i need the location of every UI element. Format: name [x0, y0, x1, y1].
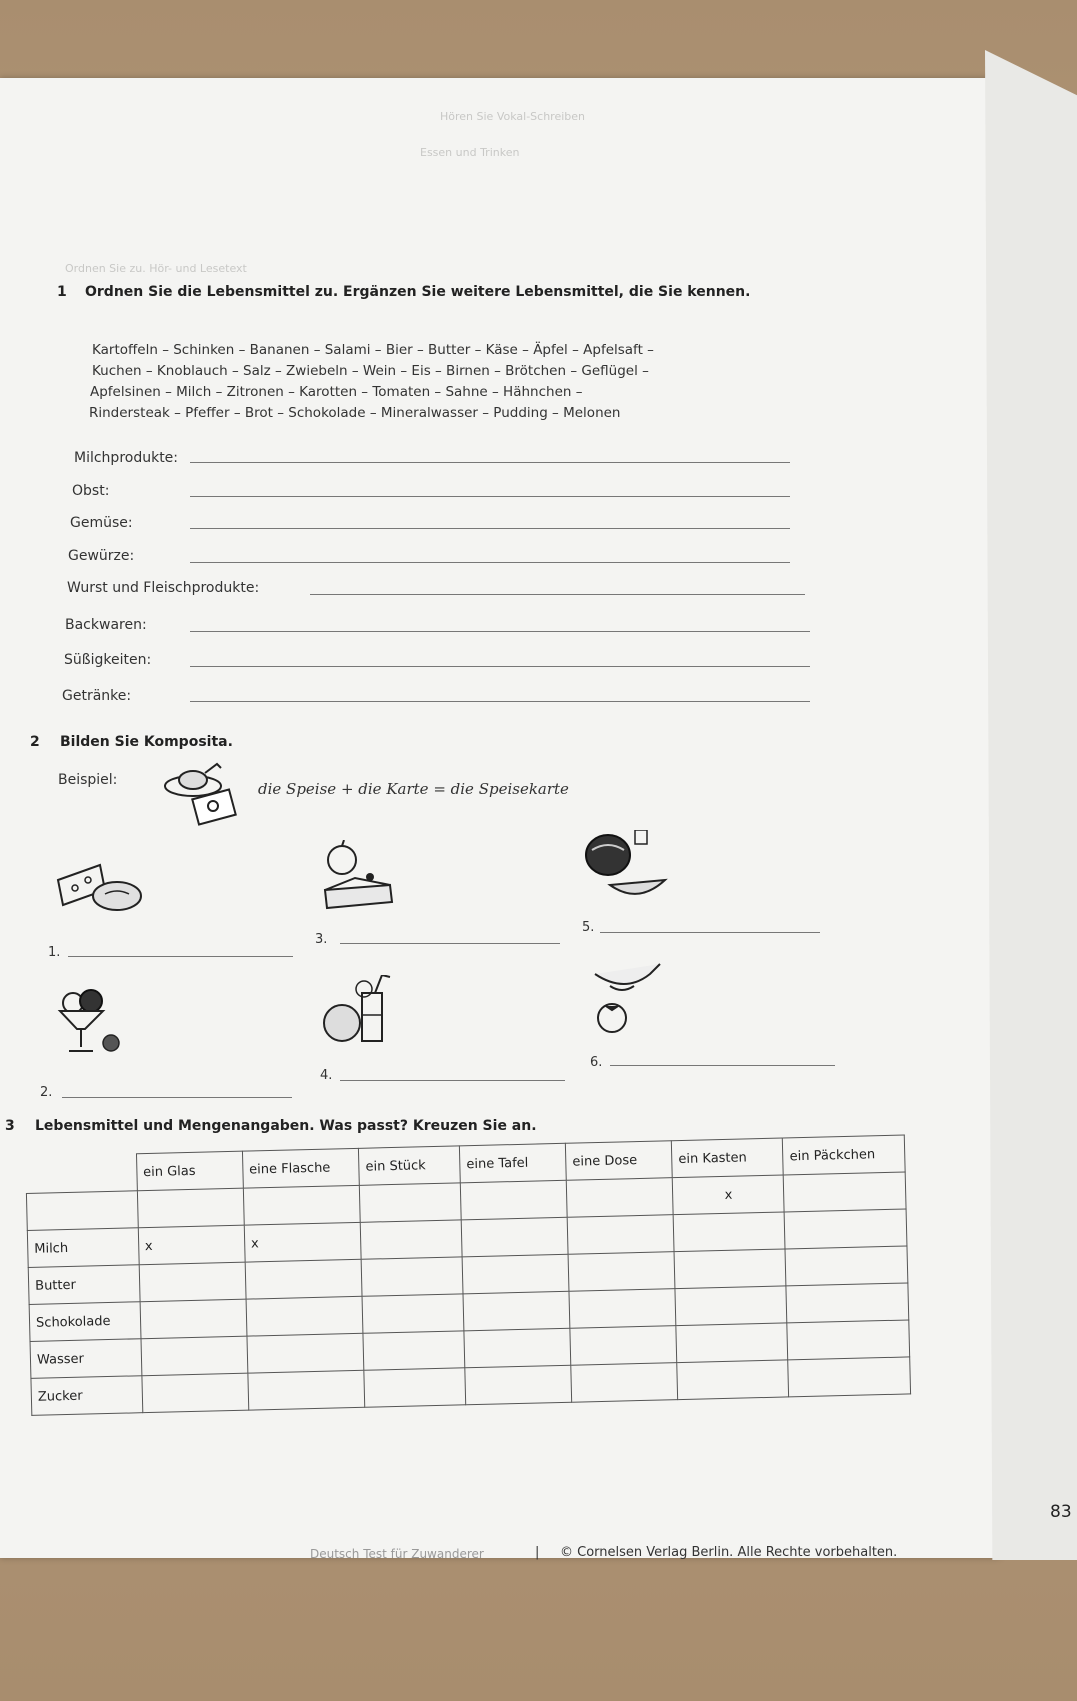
table-cell[interactable] — [245, 1259, 362, 1299]
apple-cake-icon — [320, 840, 400, 920]
example-compound: die Speise + die Karte = die Speisekarte — [258, 780, 569, 798]
row-label: Schokolade — [29, 1302, 141, 1342]
col-header-flasche: eine Flasche — [242, 1148, 359, 1188]
table-cell[interactable] — [246, 1296, 363, 1336]
table-cell[interactable] — [140, 1299, 247, 1339]
table-cell[interactable]: x — [244, 1222, 361, 1262]
table-cell[interactable] — [462, 1254, 569, 1294]
category-wurst: Wurst und Fleischprodukte: — [67, 580, 260, 596]
table-cell[interactable] — [247, 1333, 364, 1373]
table-cell[interactable] — [673, 1212, 785, 1252]
tomato-sauce-icon — [590, 960, 670, 1040]
orange-juice-icon — [320, 975, 400, 1050]
table-cell[interactable] — [569, 1289, 676, 1329]
footer-faded-title: Deutsch Test für Zuwanderer — [310, 1547, 484, 1561]
answer-line-getraenke[interactable] — [190, 701, 810, 702]
table-cell[interactable] — [243, 1185, 360, 1225]
footer-separator: | — [535, 1545, 540, 1560]
compound-6-answer[interactable] — [610, 1065, 835, 1066]
table-cell[interactable] — [463, 1291, 570, 1331]
col-header-kasten: ein Kasten — [672, 1138, 784, 1178]
word-line-4: Rindersteak – Pfeffer – Brot – Schokolade – Mineralwasser – Pudding – Melonen — [89, 405, 621, 421]
category-obst: Obst: — [72, 483, 110, 499]
category-gewuerze: Gewürze: — [68, 548, 135, 564]
table-cell[interactable] — [137, 1188, 244, 1228]
faded-header-line3: Ordnen Sie zu. Hör- und Lesetext — [65, 262, 247, 275]
category-backwaren: Backwaren: — [65, 617, 147, 633]
table-cell[interactable]: x — [672, 1175, 784, 1215]
word-line-2: Kuchen – Knoblauch – Salz – Zwiebeln – Wein – Eis – Birnen – Brötchen – Geflügel – — [92, 363, 649, 379]
page-number: 83 — [1050, 1502, 1072, 1522]
exercise3-title: Lebensmittel und Mengenangaben. Was passt? Kreuzen Sie an. — [35, 1118, 537, 1134]
chicken-menu-icon — [155, 758, 245, 828]
answer-line-backwaren[interactable] — [190, 631, 810, 632]
col-header-tafel: eine Tafel — [459, 1143, 566, 1183]
second-page-edge — [985, 50, 1077, 1560]
table-cell[interactable] — [568, 1252, 675, 1292]
exercise1-title: Ordnen Sie die Lebensmittel zu. Ergänzen Sie weitere Lebensmittel, die Sie kennen. — [85, 284, 751, 300]
table-cell[interactable] — [571, 1363, 678, 1403]
table-cell[interactable] — [461, 1217, 568, 1257]
col-header-paeckchen: ein Päckchen — [783, 1135, 905, 1175]
compound-1-answer[interactable] — [68, 956, 293, 957]
table-cell[interactable] — [786, 1283, 908, 1323]
row-label: Milch — [27, 1228, 139, 1268]
example-label: Beispiel: — [58, 772, 118, 788]
answer-line-obst[interactable] — [190, 496, 790, 497]
copyright: © Cornelsen Verlag Berlin. Alle Rechte vorbehalten. — [560, 1545, 898, 1560]
row-label: Wasser — [30, 1339, 142, 1379]
col-header-dose: eine Dose — [565, 1141, 672, 1181]
table-cell[interactable] — [567, 1215, 674, 1255]
compound-4-number: 4. — [320, 1068, 333, 1083]
table-cell[interactable] — [248, 1370, 365, 1410]
row-label: Zucker — [31, 1376, 143, 1416]
table-cell[interactable] — [464, 1328, 571, 1368]
table-cell[interactable] — [787, 1320, 909, 1360]
category-suessigkeiten: Süßigkeiten: — [64, 652, 152, 668]
faded-header-line1: Hören Sie Vokal-Schreiben — [440, 110, 585, 123]
table-cell[interactable] — [788, 1357, 910, 1397]
table-cell[interactable] — [785, 1246, 907, 1286]
compound-3-answer[interactable] — [340, 943, 560, 944]
table-cell[interactable] — [360, 1220, 462, 1259]
table-cell[interactable] — [142, 1373, 249, 1413]
col-header-glas: ein Glas — [136, 1151, 243, 1191]
answer-line-gemuese[interactable] — [190, 528, 790, 529]
table-cell[interactable] — [363, 1331, 465, 1370]
exercise2-title: Bilden Sie Komposita. — [60, 734, 233, 750]
table-cell[interactable]: x — [138, 1225, 245, 1265]
compound-5-number: 5. — [582, 920, 595, 935]
word-line-3: Apfelsinen – Milch – Zitronen – Karotten – Tomaten – Sahne – Hähnchen – — [90, 384, 583, 400]
table-cell[interactable] — [460, 1180, 567, 1220]
exercise2-number: 2 — [30, 734, 40, 750]
table-cell[interactable] — [676, 1323, 788, 1363]
table-cell[interactable] — [677, 1360, 789, 1400]
category-milchprodukte: Milchprodukte: — [74, 450, 179, 466]
col-header-stueck: ein Stück — [359, 1146, 461, 1185]
faded-header-line2: Essen und Trinken — [420, 146, 520, 159]
exercise1-number: 1 — [57, 284, 67, 300]
answer-line-wurst[interactable] — [310, 594, 805, 595]
category-gemuese: Gemüse: — [70, 515, 133, 531]
compound-2-number: 2. — [40, 1085, 53, 1100]
table-cell[interactable] — [364, 1368, 466, 1407]
table-corner — [26, 1154, 138, 1194]
ice-cream-sundae-icon — [55, 985, 130, 1060]
compound-3-number: 3. — [315, 932, 328, 947]
table-cell[interactable] — [675, 1286, 787, 1326]
row-label: Butter — [28, 1265, 140, 1305]
compound-5-answer[interactable] — [600, 932, 820, 933]
table-cell[interactable] — [361, 1257, 463, 1296]
table-cell[interactable] — [139, 1262, 246, 1302]
answer-line-suessigkeiten[interactable] — [190, 666, 810, 667]
table-cell[interactable] — [784, 1172, 906, 1212]
table-cell[interactable] — [465, 1365, 572, 1405]
category-getraenke: Getränke: — [62, 688, 132, 704]
table-cell[interactable] — [674, 1249, 786, 1289]
answer-line-milchprodukte[interactable] — [190, 462, 790, 463]
answer-line-gewuerze[interactable] — [190, 562, 790, 563]
table-cell[interactable] — [570, 1326, 677, 1366]
table-cell[interactable] — [566, 1178, 673, 1218]
table-cell[interactable] — [141, 1336, 248, 1376]
word-line-1: Kartoffeln – Schinken – Bananen – Salami – Bier – Butter – Käse – Äpfel – Apfelsaft – — [92, 342, 654, 358]
compound-1-number: 1. — [48, 945, 61, 960]
exercise3-number: 3 — [5, 1118, 15, 1134]
compound-2-answer[interactable] — [62, 1097, 292, 1098]
table-cell[interactable] — [785, 1209, 907, 1249]
compound-6-number: 6. — [590, 1055, 603, 1070]
quantity-table — [25, 1134, 911, 1415]
melon-icon — [580, 830, 670, 905]
table-cell[interactable] — [362, 1294, 464, 1333]
table-cell[interactable] — [359, 1183, 461, 1222]
row-label — [26, 1191, 138, 1231]
compound-4-answer[interactable] — [340, 1080, 565, 1081]
cheese-bread-icon — [55, 860, 145, 915]
